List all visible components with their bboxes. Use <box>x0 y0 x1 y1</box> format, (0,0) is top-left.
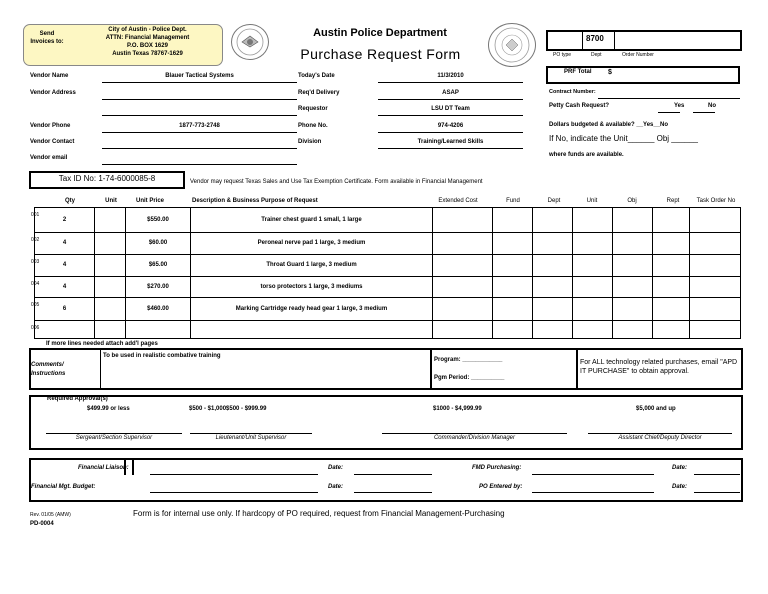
approval-tier-1: $499.99 or less <box>87 406 130 412</box>
table-row-number: 001 <box>31 212 40 218</box>
qty-cell[interactable]: 2 <box>62 216 67 223</box>
liaison-date-label: Date: <box>328 465 344 471</box>
pgm-period-field[interactable]: Pgm Period: __________ <box>434 375 505 381</box>
description-cell[interactable]: Throat Guard 1 large, 3 medium <box>266 262 357 268</box>
vendor-address-label: Vendor Address <box>30 90 76 96</box>
table-header-cell: Extended Cost <box>438 198 478 204</box>
phone-no-label: Phone No. <box>298 123 328 129</box>
invoice-address-line: P.O. BOX 1629 <box>127 43 168 49</box>
description-cell[interactable]: torso protectors 1 large, 3 mediums <box>260 283 363 290</box>
department-title: Austin Police Department <box>313 27 447 39</box>
prf-total-value[interactable]: $ <box>608 69 612 76</box>
unit-price-cell[interactable]: $550.00 <box>147 216 169 223</box>
revision-label: Rev. 01/05 (AMW) <box>30 512 71 518</box>
approvals-title: Required Approval(s) <box>47 396 108 402</box>
finance-box <box>29 458 743 502</box>
unit-price-cell[interactable]: $65.00 <box>148 262 168 268</box>
contract-number-label: Contract Number: <box>549 89 596 95</box>
qty-cell[interactable]: 4 <box>62 262 67 268</box>
vendor-email-label: Vendor email <box>30 155 68 161</box>
technology-purchase-note: For ALL technology related purchases, email "APD IT PURCHASE" to obtain approval. <box>580 359 738 375</box>
vendor-phone-label: Vendor Phone <box>30 123 71 129</box>
order-number-label: Order Number <box>622 52 654 58</box>
unit-price-cell[interactable]: $270.00 <box>147 283 169 290</box>
signer-commander: Commander/Division Manager <box>433 435 516 441</box>
table-header-cell: Unit <box>586 198 598 204</box>
petty-cash-yes[interactable]: Yes <box>674 103 685 109</box>
qty-cell[interactable]: 4 <box>62 240 67 246</box>
table-header-cell: Qty <box>64 198 75 204</box>
qty-cell[interactable]: 6 <box>62 305 67 312</box>
financial-mgt-budget-label: Financial Mgt. Budget: <box>31 484 96 490</box>
reqd-delivery-label: Req'd Delivery <box>298 90 340 96</box>
petty-cash-no[interactable]: No <box>708 103 716 109</box>
fmd-purchasing-label: FMD Purchasing: <box>472 465 522 471</box>
po-entered-date-label: Date: <box>672 484 688 490</box>
budget-date-label: Date: <box>328 484 344 490</box>
form-title: Purchase Request Form <box>300 46 461 62</box>
prf-total-label: PRF Total <box>564 69 592 75</box>
reqd-delivery-value[interactable]: ASAP <box>442 90 459 96</box>
approvals-box <box>29 395 743 450</box>
financial-liaison-label: Financial Liaison: <box>78 465 129 471</box>
signer-lieutenant: Lieutenant/Unit Supervisor <box>215 435 287 441</box>
more-lines-note: If more lines needed attach add'l pages <box>46 341 158 347</box>
table-row-number: 004 <box>31 281 40 287</box>
todays-date-value[interactable]: 11/3/2010 <box>437 73 464 79</box>
seal-icon <box>489 24 535 66</box>
description-cell[interactable]: Trainer chest guard 1 small, 1 large <box>261 216 362 223</box>
where-funds-label: where funds are available. <box>549 152 624 158</box>
table-header-cell: Rept <box>666 198 680 204</box>
table-row-number: 003 <box>31 259 40 265</box>
vendor-contact-label: Vendor Contact <box>30 139 75 145</box>
table-header-cell: Task Order No <box>696 198 736 204</box>
po-type-label: PO type <box>553 52 572 58</box>
petty-cash-label: Petty Cash Request? <box>549 103 610 109</box>
badge-icon <box>232 25 268 59</box>
description-cell[interactable]: Peroneal nerve pad 1 large, 3 medium <box>257 240 366 246</box>
table-row-number: 002 <box>31 237 40 243</box>
austin-police-seal <box>488 23 536 67</box>
table-header-cell: Unit <box>105 198 117 204</box>
table-header-cell: Obj <box>627 198 637 204</box>
dept-number[interactable]: 8700 <box>586 34 604 43</box>
dept-label: Dept <box>591 52 602 58</box>
division-value[interactable]: Training/Learned Skills <box>417 139 484 145</box>
comments-text[interactable]: To be used in realistic combative training <box>103 353 221 359</box>
comments-label: Comments/ Instructions <box>31 362 66 377</box>
form-number: PD-0004 <box>30 521 54 527</box>
unit-price-cell[interactable]: $60.00 <box>148 240 168 246</box>
unit-price-cell[interactable]: $460.00 <box>147 305 169 312</box>
invoice-address-line: City of Austin - Police Dept. <box>108 27 187 33</box>
requestor-label: Requestor <box>298 106 328 112</box>
signer-assistant-chief: Assistant Chief/Deputy Director <box>618 435 702 441</box>
table-header-cell: Dept <box>547 198 561 204</box>
vendor-name-label: Vendor Name <box>30 73 69 79</box>
vendor-phone-value[interactable]: 1877-773-2748 <box>179 123 220 129</box>
vendor-name-value[interactable]: Blauer Tactical Systems <box>165 73 234 79</box>
invoice-address-line: Austin Texas 78767-1629 <box>112 51 183 57</box>
internal-use-note: Form is for internal use only. If hardcopy of PO required, request from Financial Management-Purchasing <box>133 509 505 518</box>
phone-no-value[interactable]: 974-4206 <box>437 123 464 129</box>
police-badge-logo <box>231 24 269 60</box>
qty-cell[interactable]: 4 <box>62 283 67 290</box>
description-cell[interactable]: Marking Cartridge ready head gear 1 large, 3 medium <box>235 305 388 312</box>
signer-sergeant: Sergeant/Section Supervisor <box>75 435 153 441</box>
approval-tier-4: $5,000 and up <box>636 406 676 412</box>
program-field[interactable]: Program: ____________ <box>434 357 503 363</box>
table-row-number: 005 <box>31 302 40 308</box>
table-header-cell: Description & Business Purpose of Request <box>192 198 318 204</box>
approval-tier-3: $1000 - $4,999.99 <box>433 406 482 412</box>
todays-date-label: Today's Date <box>298 73 335 79</box>
division-label: Division <box>298 139 322 145</box>
po-number-box <box>546 30 742 51</box>
requestor-value[interactable]: LSU DT Team <box>431 106 470 112</box>
table-header-cell: Fund <box>506 198 520 204</box>
approval-tier-2: $500 - $1,000$500 - $999.99 <box>189 406 267 412</box>
fmd-date-label: Date: <box>672 465 688 471</box>
send-invoices-label: Send Invoices to: <box>30 31 64 45</box>
tax-id: Tax ID No: 1-74-6000085-8 <box>58 174 156 183</box>
budgeted-label: Dollars budgeted & available? __Yes__No <box>549 122 669 128</box>
invoice-address-line: ATTN: Financial Management <box>105 35 190 41</box>
tax-exemption-note: Vendor may request Texas Sales and Use Tax Exemption Certificate. Form available in Financial Management <box>190 179 483 185</box>
po-entered-by-label: PO Entered by: <box>479 484 523 490</box>
table-header-cell: Unit Price <box>135 198 164 204</box>
table-row-number: 006 <box>31 325 40 331</box>
if-no-label: If No, indicate the Unit______ Obj ______ <box>549 134 698 143</box>
